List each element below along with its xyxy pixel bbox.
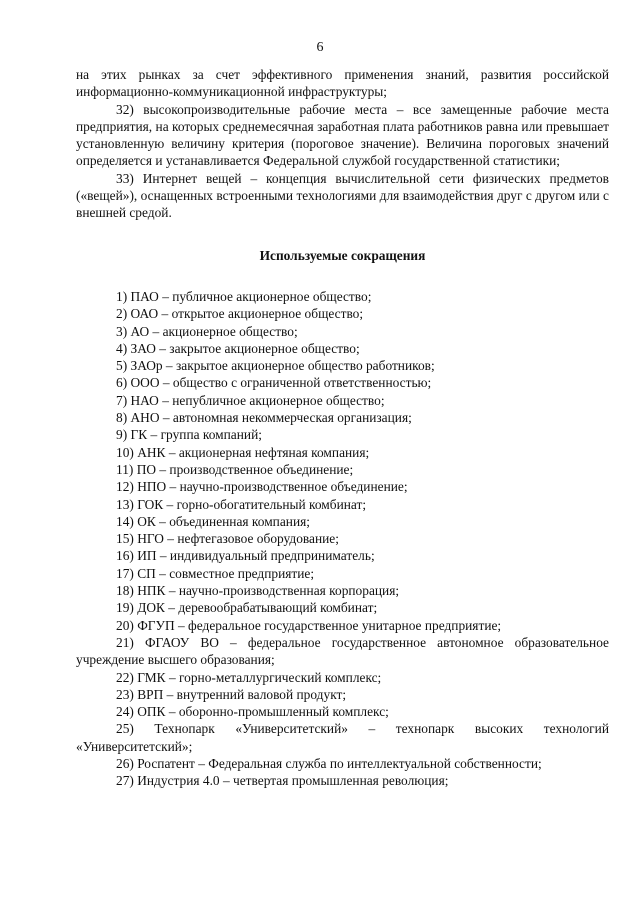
list-item: 24) ОПК – оборонно-промышленный комплекс;: [116, 704, 389, 720]
list-item: 16) ИП – индивидуальный предприниматель;: [116, 548, 375, 564]
list-item: 10) АНК – акционерная нефтяная компания;: [116, 444, 370, 460]
list-item: 17) СП – совместное предприятие;: [116, 565, 315, 581]
paragraph-item-32: 32) высокопроизводительные рабочие места – все замещенные рабочие места предприятия, на которых среднемесячная заработная плата работников равна или превышает установленную величину критерия (пороговое значение). Величина пороговых значений определяется и устанавливается Федеральной службой государственной статистики;: [76, 101, 609, 169]
paragraph-item-33: 33) Интернет вещей – концепция вычислительной сети физических предметов («вещей»), оснащенных встроенными технологиями для взаимодействия друг с другом или с внешней средой.: [76, 170, 609, 221]
list-item: 15) НГО – нефтегазовое оборудование;: [116, 531, 339, 547]
document-body: [76, 66, 609, 790]
list-item: 2) ОАО – открытое акционерное общество;: [116, 306, 364, 322]
list-item: 7) НАО – непубличное акционерное общество;: [116, 392, 385, 408]
list-item: 27) Индустрия 4.0 – четвертая промышленная революция;: [116, 773, 449, 789]
list-item: 21) ФГАОУ ВО – федеральное государственное автономное образовательное учреждение высшего образования;: [76, 634, 609, 668]
list-item: 4) ЗАО – закрытое акционерное общество;: [116, 340, 360, 356]
section-heading: Используемые сокращения: [259, 247, 426, 263]
list-item: 12) НПО – научно-производственное объединение;: [116, 479, 408, 495]
list-item: 6) ООО – общество с ограниченной ответственностью;: [116, 375, 432, 391]
list-item: 13) ГОК – горно-обогатительный комбинат;: [116, 496, 367, 512]
list-item: 18) НПК – научно-производственная корпорация;: [116, 583, 400, 599]
list-item: 23) ВРП – внутренний валовой продукт;: [116, 686, 347, 702]
list-item: 20) ФГУП – федеральное государственное унитарное предприятие;: [116, 617, 502, 633]
list-item: 19) ДОК – деревообрабатывающий комбинат;: [116, 600, 378, 616]
list-item: 5) ЗАОр – закрытое акционерное общество работников;: [116, 358, 435, 374]
abbreviations-list: [76, 288, 609, 790]
page-number: 6: [316, 40, 324, 55]
paragraph-intro: на этих рынках за счет эффективного применения знаний, развития российской информационно-коммуникационной инфраструктуры;: [76, 67, 609, 100]
list-item: 1) ПАО – публичное акционерное общество;: [116, 288, 372, 304]
list-item: 25) Технопарк «Университетский» – технопарк высоких технологий «Университетский»;: [76, 721, 609, 754]
list-item: 26) Роспатент – Федеральная служба по интеллектуальной собственности;: [116, 755, 542, 771]
list-item: 9) ГК – группа компаний;: [116, 427, 262, 443]
list-item: 11) ПО – производственное объединение;: [116, 461, 354, 477]
list-item: 3) АО – акционерное общество;: [116, 323, 298, 339]
list-item: 8) АНО – автономная некоммерческая организация;: [116, 410, 412, 426]
list-item: 22) ГМК – горно-металлургический комплекс;: [116, 669, 382, 685]
list-item: 14) ОК – объединенная компания;: [116, 513, 310, 529]
